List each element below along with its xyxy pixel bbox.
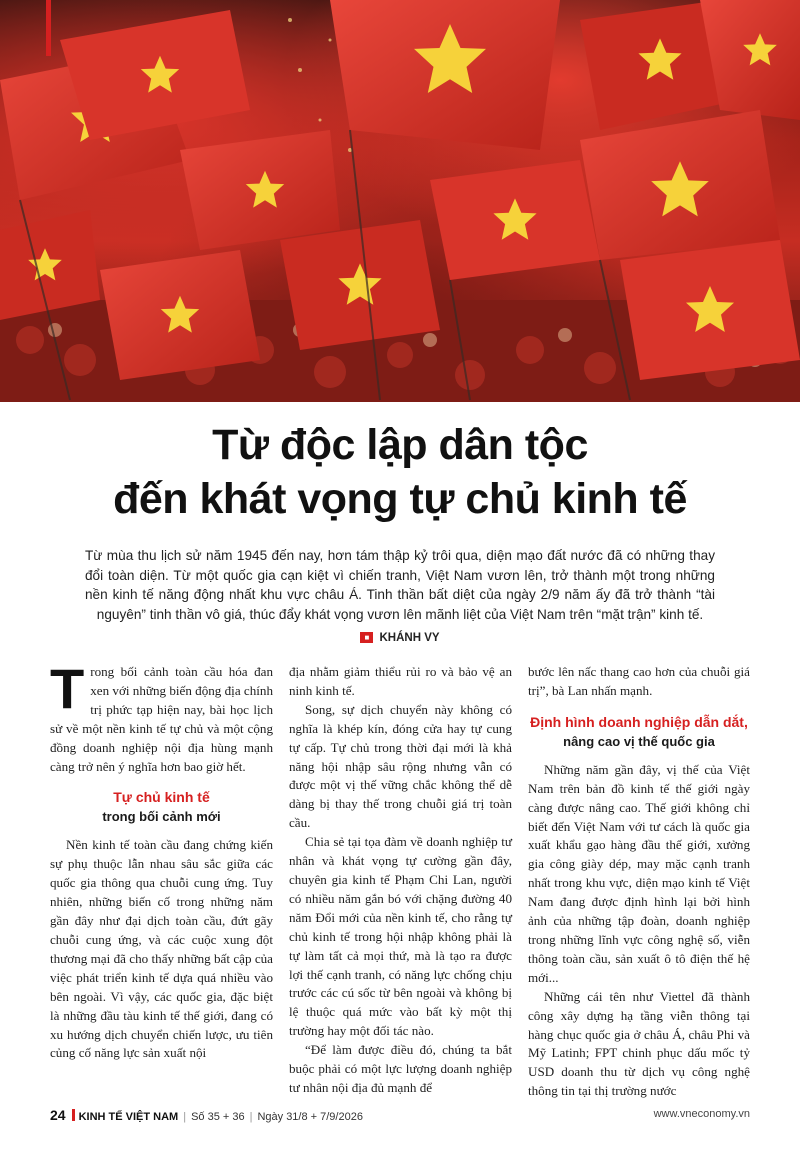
issue-number: Số 35 + 36 xyxy=(191,1111,245,1123)
column-3 xyxy=(528,663,750,1101)
column-2 xyxy=(289,663,512,1098)
subheading-black: trong bối cảnh mới xyxy=(102,809,221,825)
paragraph: Chia sẻ tại tọa đàm về doanh nghiệp tư nhân và khát vọng tự cường gần đây, chuyên gia kinh tế Phạm Chi Lan, người có nhiều năm gắn bó với chặng đường 40 năm Đổi mới của nền kinh tế, cho rằng tự chủ kinh tế trong hội nhập không phải là tự làm tất cả mọi thứ, mà là tạo ra được lợi thế cạnh tranh, có năng lực chống chịu trước các cú sốc từ bên ngoài và không bị lệ thuộc quá mức vào bất kỳ một thị trường hay một đối tác nào. xyxy=(289,834,512,1039)
magazine-name: KINH TẾ VIỆT NAM xyxy=(78,1111,179,1123)
author-name: KHÁNH VY xyxy=(379,632,440,644)
hero-photo xyxy=(0,0,800,402)
paragraph: bước lên nấc thang cao hơn của chuỗi giá trị”, bà Lan nhấn mạnh. xyxy=(528,664,750,698)
section-marker xyxy=(46,0,51,56)
article-lead: Từ mùa thu lịch sử năm 1945 đến nay, hơn tám thập kỷ trôi qua, diện mạo đất nước đã có những thay đổi toàn diện. Từ một quốc gia cạn kiệt vì chiến tranh, Việt Nam vươn lên, trở thành một trong những nền kinh tế năng động nhất khu vực châu Á. Tinh thần bất diệt của ngày 2/9 năm ấy đã trở thành “tài nguyên” tinh thần vô giá, thúc đẩy khát vọng vươn lên mãnh liệt của Việt Nam trên “mặt trận” kinh tế. xyxy=(85,548,715,622)
subheading xyxy=(528,713,750,751)
paragraph: Những năm gần đây, vị thế của Việt Nam trên bản đồ kinh tế thế giới ngày càng được nâng cao. Thế giới không chỉ biết đến Việt Nam với tư cách là quốc gia xuất khẩu gạo hàng đầu thế giới, xưởng gia công giày dép, may mặc cạnh tranh nhất trong khu vực, diện mạo kinh tế Việt Nam đang được định hình lại bởi hình ảnh của những tập đoàn, doanh nghiệp trong những lĩnh vực công nghệ số, viễn thông toàn cầu, sản xuất ô tô điện thế hệ mới... xyxy=(528,761,750,985)
column-1 xyxy=(50,657,273,1063)
byline xyxy=(0,632,800,644)
page-number: 24 xyxy=(50,1107,66,1123)
page-footer: 24 KINH TẾ VIỆT NAM | Số 35 + 36 | Ngày 31/8 + 7/9/2026 www.vneconomy.vn xyxy=(50,1107,750,1123)
footer-divider xyxy=(72,1109,75,1121)
subheading xyxy=(50,788,273,826)
drop-cap: T xyxy=(50,657,85,720)
author-icon: ■ xyxy=(360,632,373,643)
article-title xyxy=(0,418,800,526)
paragraph: Song, sự dịch chuyển này không có nghĩa là khép kín, đóng cửa hay tự cung tự cấp. Tự chủ trong thời đại mới là khả năng hội nhập sâu rộng nhưng vẫn có được một vị thế vững chắc không thể dễ dàng bị thay thế trong chuỗi giá trị toàn cầu. xyxy=(289,701,512,831)
paragraph: Trong bối cảnh toàn cầu hóa đan xen với những biến động địa chính trị phức tạp hiện nay, bài học lịch sử về một nền kinh tế tự chủ và một cộng đồng doanh nghiệp nội địa hùng mạnh càng trở nên ý nghĩa hơn bao giờ hết. xyxy=(50,657,273,774)
subheading-red: Tự chủ kinh tế xyxy=(113,789,210,806)
paragraph: địa nhằm giảm thiểu rủi ro và bảo vệ an ninh kinh tế. xyxy=(289,664,512,698)
flags-crowd-photo xyxy=(0,0,800,402)
paragraph: Nền kinh tế toàn cầu đang chứng kiến sự phụ thuộc lẫn nhau sâu sắc giữa các quốc gia thông qua chuỗi cung ứng. Tuy nhiên, những biến cố trong những năm gần đây như đại dịch toàn cầu, đứt gãy chuỗi cung ứng, và các cuộc xung đột thương mại đã cho thấy những bất cập của việc phát triển kinh tế dựa quá nhiều vào bên ngoài. Vì vậy, các quốc gia, đặc biệt là những đầu tàu kinh tế thế giới, đang có xu hướng dịch chuyển chiến lược, ưu tiên củng cố năng lực sản xuất nội xyxy=(50,837,273,1061)
paragraph: Những cái tên như Viettel đã thành công xây dựng hạ tầng viễn thông tại hàng chục quốc gia ở châu Á, châu Phi và Mỹ Latinh; FPT chinh phục dấu mốc tỷ USD doanh thu từ dịch vụ công nghệ thông tin tại thị trường nước xyxy=(528,988,750,1099)
paragraph: “Để làm được điều đó, chúng ta bắt buộc phải có một lực lượng doanh nghiệp tư nhân nội địa đủ mạnh để xyxy=(289,1042,512,1095)
title-line-2: đến khát vọng tự chủ kinh tế xyxy=(113,475,687,523)
subheading-black: nâng cao vị thế quốc gia xyxy=(563,733,715,749)
issue-date: Ngày 31/8 + 7/9/2026 xyxy=(257,1111,363,1123)
website-link[interactable]: www.vneconomy.vn xyxy=(653,1108,750,1120)
subheading-red: Định hình doanh nghiệp dẫn dắt, xyxy=(530,713,748,730)
title-line-1: Từ độc lập dân tộc xyxy=(212,421,588,469)
